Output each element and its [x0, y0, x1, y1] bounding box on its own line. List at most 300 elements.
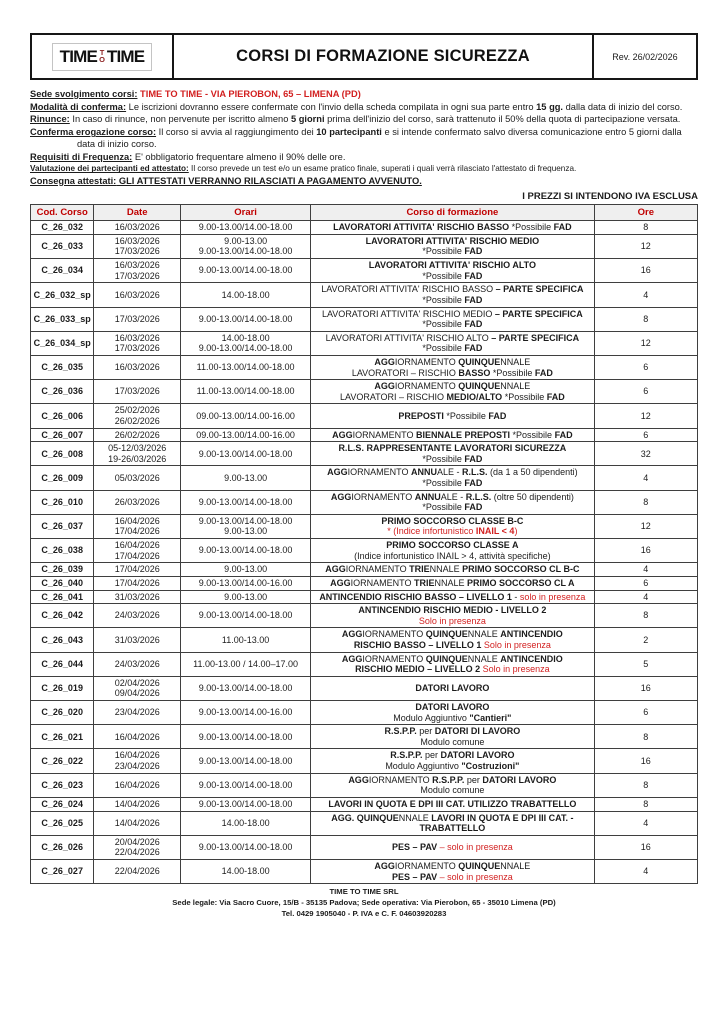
cell-line	[313, 540, 591, 551]
cell-line: 9.00-13.00	[224, 472, 268, 483]
course-title-cell	[311, 355, 594, 379]
text-segment: FAD	[464, 294, 483, 305]
course-times-cell	[181, 539, 311, 563]
cell-line	[313, 467, 591, 478]
cell-line: 9.00-13.00/14.00-18.00	[198, 222, 293, 233]
cell-line: 23/04/2026	[114, 707, 160, 718]
cell-line: 17/03/2026	[114, 270, 160, 281]
cell-line: 09/04/2026	[114, 688, 160, 699]
text-segment: NNALE	[434, 577, 468, 588]
title-cell	[174, 35, 594, 78]
cell-line	[313, 551, 591, 562]
course-title-cell	[311, 331, 594, 355]
text-segment: TRIE	[414, 577, 435, 588]
prices-note: I PREZZI SI INTENDONO IVA ESCLUSA	[522, 191, 698, 203]
course-title-cell	[311, 404, 594, 428]
course-dates-cell	[94, 811, 181, 835]
cell-line: 9.00-13.00	[224, 526, 268, 537]
course-title-cell	[311, 563, 594, 577]
course-times-cell	[181, 563, 311, 577]
course-title-cell	[311, 307, 594, 331]
text-segment: IORNAMENTO	[350, 577, 415, 588]
footer-line: Tel. 0429 1905040 - P. IVA e C. F. 04603920283	[281, 909, 447, 919]
course-code-cell: C_26_035	[31, 355, 94, 379]
cell-line	[313, 702, 591, 713]
cell-line	[313, 761, 591, 772]
text-segment: AGG	[327, 467, 348, 478]
cell-line	[313, 823, 591, 834]
cell-line: 9.00-13.00/14.00-18.00	[198, 731, 293, 742]
cell-line	[313, 368, 591, 379]
text-segment: )	[514, 526, 518, 537]
text-segment: ALE -	[440, 491, 466, 502]
course-dates-cell	[94, 859, 181, 883]
text-segment: PES – PAV	[391, 871, 440, 882]
text-segment: * (Indice infortunistico	[387, 526, 476, 537]
course-times-cell	[181, 811, 311, 835]
cell-line: 17/04/2026	[114, 550, 160, 561]
cell-line	[313, 526, 591, 537]
text-segment: *Possibile	[422, 294, 465, 305]
text-segment: NNALE	[467, 653, 501, 664]
cell-line: 16/04/2026	[114, 779, 160, 790]
cell-line	[313, 357, 591, 368]
cell-line: 14/04/2026	[114, 798, 160, 809]
cell-line: 16/04/2026	[114, 515, 160, 526]
cell-line	[313, 411, 591, 422]
text-segment: *Possibile	[422, 478, 465, 489]
cell-line: 9.00-13.00	[224, 235, 268, 246]
cell-line: 16/03/2026	[114, 362, 160, 373]
text-segment: FAD	[464, 478, 483, 489]
course-times-cell	[181, 307, 311, 331]
course-code-cell: C_26_039	[31, 563, 94, 577]
course-hours-cell: 4	[594, 283, 697, 307]
text-segment: FAD	[554, 429, 573, 440]
text-segment: DATORI LAVORO	[440, 750, 515, 761]
text-segment: R.S.P.P.	[432, 774, 467, 785]
cell-line: 11.00-13.00/14.00-18.00	[196, 362, 295, 373]
text-segment: DATORI LAVORO	[415, 683, 490, 694]
text-segment: R.S.P.P.	[390, 750, 425, 761]
cell-line	[313, 246, 591, 257]
text-segment: per	[424, 750, 441, 761]
course-code-cell: C_26_037	[31, 514, 94, 538]
column-header: Cod. Corso	[31, 205, 94, 221]
text-segment: (Indice infortunistico INAIL > 4, attività specifiche)	[354, 550, 551, 561]
cell-line: 9.00-13.00/14.00-18.00	[198, 448, 293, 459]
course-dates-cell	[94, 466, 181, 490]
text-segment: ANTINCENDIO RISCHIO MEDIO - LIVELLO 2	[358, 605, 547, 616]
text-segment: Il corso prevede un test e/o un esame pratico finale, superati i quali verrà rilasciato l'attestato di frequenza.	[188, 164, 577, 174]
course-times-cell	[181, 442, 311, 466]
text-segment: (oltre 50 dipendenti)	[493, 491, 574, 502]
text-segment: IORNAMENTO	[394, 381, 459, 392]
course-times-cell	[181, 380, 311, 404]
cell-line: 19-26/03/2026	[108, 453, 167, 464]
course-code-cell: C_26_027	[31, 859, 94, 883]
course-dates-cell	[94, 835, 181, 859]
course-times-cell	[181, 466, 311, 490]
course-dates-cell	[94, 355, 181, 379]
intro-line	[30, 164, 698, 174]
text-segment: FAD	[553, 222, 572, 233]
course-hours-cell: 4	[594, 563, 697, 577]
text-segment: FAD	[464, 502, 483, 513]
cell-line: 24/03/2026	[114, 658, 160, 669]
cell-line	[313, 502, 591, 513]
text-segment: *Possibile	[422, 319, 465, 330]
text-segment: IORNAMENTO	[394, 356, 459, 367]
intro-list	[30, 89, 698, 187]
text-segment: *Possibile	[422, 343, 465, 354]
page-title: CORSI DI FORMAZIONE SICUREZZA	[236, 47, 530, 65]
course-title-cell	[311, 221, 594, 235]
text-segment: solo in presenza	[519, 591, 586, 602]
text-segment: ALE -	[436, 467, 462, 478]
course-dates-cell	[94, 539, 181, 563]
cell-line	[313, 872, 591, 883]
intro-line	[30, 102, 698, 114]
course-row	[31, 283, 698, 307]
cell-line: 31/03/2026	[114, 634, 160, 645]
course-dates-cell	[94, 701, 181, 725]
course-title-cell	[311, 652, 594, 676]
text-segment: IORNAMENTO	[352, 429, 417, 440]
cell-line: 17/03/2026	[114, 343, 160, 354]
cell-line	[313, 392, 591, 403]
text-segment: LAVORI IN QUOTA E DPI III CAT. -	[431, 812, 574, 823]
text-segment: RISCHIO BASSO – LIVELLO 1	[353, 639, 484, 650]
text-segment: IORNAMENTO	[362, 653, 426, 664]
cell-line: 9.00-13.00/14.00-18.00	[198, 343, 293, 354]
text-segment: IORNAMENTO	[345, 564, 410, 575]
course-title-cell	[311, 466, 594, 490]
text-segment: ANNU	[410, 467, 437, 478]
course-row	[31, 514, 698, 538]
course-dates-cell	[94, 259, 181, 283]
course-row	[31, 307, 698, 331]
logo-to-bottom: O	[99, 54, 105, 64]
course-code-cell: C_26_023	[31, 773, 94, 797]
course-row	[31, 628, 698, 652]
course-dates-cell	[94, 773, 181, 797]
text-segment: ANTINCENDIO RISCHIO BASSO – LIVELLO 1	[319, 591, 515, 602]
course-times-cell	[181, 355, 311, 379]
course-code-cell: C_26_040	[31, 576, 94, 590]
course-row	[31, 652, 698, 676]
text-segment: AGG	[332, 429, 353, 440]
column-header: Corso di formazione	[311, 205, 594, 221]
intro-line	[30, 89, 698, 101]
course-row	[31, 676, 698, 700]
text-segment: BIENNALE PREPOSTI	[416, 429, 513, 440]
cell-line	[313, 309, 591, 320]
cell-line: 14.00-18.00	[221, 866, 270, 877]
cell-line: 23/04/2026	[114, 761, 160, 772]
course-code-cell: C_26_043	[31, 628, 94, 652]
text-segment: DATORI LAVORO	[482, 774, 557, 785]
cell-line: 9.00-13.00/14.00-18.00	[198, 779, 293, 790]
column-header: Ore	[594, 205, 697, 221]
course-code-cell: C_26_032	[31, 221, 94, 235]
course-times-cell	[181, 428, 311, 442]
text-segment: 10 partecipanti	[316, 127, 382, 138]
intro-line	[30, 127, 698, 150]
text-segment: IORNAMENTO	[362, 629, 426, 640]
cell-line	[313, 430, 591, 441]
cell-line	[313, 842, 591, 853]
text-segment: ANNU	[414, 491, 441, 502]
cell-line	[313, 785, 591, 796]
course-code-cell: C_26_006	[31, 404, 94, 428]
course-row	[31, 797, 698, 811]
time-to-time-logo	[52, 43, 153, 71]
cell-line: 11.00-13.00 / 14.00–17.00	[193, 658, 299, 669]
course-dates-cell	[94, 652, 181, 676]
cell-line	[313, 737, 591, 748]
course-hours-cell: 12	[594, 404, 697, 428]
course-hours-cell: 4	[594, 859, 697, 883]
course-dates-cell	[94, 490, 181, 514]
text-segment: prima dell'inizio del corso, sarà trattenuto il 50% della quota di partecipazione versata.	[324, 114, 681, 125]
cell-line: 02/04/2026	[114, 677, 160, 688]
cell-line: 25/02/2026	[114, 405, 160, 416]
course-times-cell	[181, 221, 311, 235]
course-title-cell	[311, 490, 594, 514]
course-times-cell	[181, 652, 311, 676]
text-segment: E' obbligatorio frequentare almeno il 90% delle ore.	[132, 151, 346, 162]
cell-line	[313, 271, 591, 282]
text-segment: 5 giorni	[290, 114, 325, 125]
text-segment: -	[514, 591, 520, 602]
course-hours-cell: 16	[594, 259, 697, 283]
course-dates-cell	[94, 749, 181, 773]
course-times-cell	[181, 490, 311, 514]
text-segment: RISCHIO MEDIO – LIVELLO 2	[355, 664, 483, 675]
text-segment: *Possibile	[512, 429, 555, 440]
course-hours-cell: 12	[594, 331, 697, 355]
course-times-cell	[181, 773, 311, 797]
cell-line: 16/03/2026	[114, 260, 160, 271]
intro-line	[30, 176, 698, 188]
text-segment: FAD	[464, 453, 483, 464]
text-segment: *Possibile	[422, 270, 465, 281]
cell-line: 14.00-18.00	[221, 817, 270, 828]
text-segment: per	[419, 726, 435, 737]
text-segment: LAVORATORI ATTIVITA' RISCHIO MEDIO	[321, 308, 495, 319]
text-segment: PES – PAV	[391, 842, 440, 853]
column-header: Orari	[181, 205, 311, 221]
course-dates-cell	[94, 604, 181, 628]
cell-line: 9.00-13.00/14.00-18.00	[198, 496, 293, 507]
cell-line	[313, 640, 591, 651]
text-segment: QUINQUE	[458, 356, 501, 367]
course-times-cell	[181, 676, 311, 700]
text-segment: AGG	[374, 381, 395, 392]
cell-line: 17/03/2026	[114, 246, 160, 257]
cell-line: 14/04/2026	[114, 817, 160, 828]
cell-line: 17/04/2026	[114, 577, 160, 588]
text-segment: – PARTE SPECIFICA	[494, 308, 583, 319]
cell-line: 16/03/2026	[114, 222, 160, 233]
header-row	[31, 205, 698, 221]
cell-line: 05/03/2026	[114, 472, 160, 483]
cell-line: 17/03/2026	[114, 386, 160, 397]
text-segment: IORNAMENTO	[394, 860, 459, 871]
cell-line	[313, 516, 591, 527]
course-code-cell: C_26_032_sp	[31, 283, 94, 307]
text-segment: R.S.P.P.	[384, 726, 420, 737]
text-segment: Solo in presenza	[483, 639, 551, 650]
cell-line: 16/04/2026	[114, 750, 160, 761]
course-title-cell	[311, 859, 594, 883]
course-times-cell	[181, 797, 311, 811]
text-segment: *Possibile	[422, 453, 465, 464]
course-title-cell	[311, 676, 594, 700]
intro-label: Requisiti di Frequenza:	[30, 151, 133, 162]
cell-line	[313, 236, 591, 247]
cell-line: 17/03/2026	[114, 313, 160, 324]
course-code-cell: C_26_034	[31, 259, 94, 283]
course-hours-cell: 4	[594, 590, 697, 604]
course-code-cell: C_26_041	[31, 590, 94, 604]
text-segment: FAD	[464, 343, 483, 354]
course-dates-cell	[94, 628, 181, 652]
text-segment: LAVORATORI ATTIVITA' RISCHIO ALTO	[325, 332, 492, 343]
cell-line: 9.00-13.00/14.00-18.00	[198, 545, 293, 556]
course-code-cell: C_26_021	[31, 725, 94, 749]
course-title-cell	[311, 514, 594, 538]
text-segment: 15 gg.	[536, 101, 564, 112]
cell-line: 16/03/2026	[114, 235, 160, 246]
cell-line: 9.00-13.00/14.00-18.00	[198, 515, 293, 526]
course-dates-cell	[94, 404, 181, 428]
cell-line	[313, 564, 591, 575]
text-segment: FAD	[488, 410, 507, 421]
cell-line	[313, 443, 591, 454]
course-row	[31, 428, 698, 442]
course-hours-cell: 16	[594, 835, 697, 859]
course-row	[31, 725, 698, 749]
text-segment: LAVORATORI ATTIVITA' RISCHIO BASSO	[321, 284, 496, 295]
cell-line	[313, 750, 591, 761]
text-segment: PRIMO SOCCORSO CLASSE B-C	[381, 515, 524, 526]
course-dates-cell	[94, 676, 181, 700]
text-segment: GLI ATTESTATI VERRANNO RILASCIATI A PAGAMENTO AVVENUTO.	[116, 175, 422, 186]
course-title-cell	[311, 259, 594, 283]
text-segment: PRIMO SOCCORSO CLASSE A	[386, 540, 519, 551]
course-title-cell	[311, 604, 594, 628]
cell-line: 09.00-13.00/14.00-16.00	[196, 410, 295, 421]
text-segment: NNALE	[467, 629, 501, 640]
cell-line: 22/04/2026	[114, 847, 160, 858]
courses-tbody	[31, 221, 698, 884]
text-segment: INAIL < 4	[475, 526, 515, 537]
cell-line	[313, 333, 591, 344]
text-segment: IORNAMENTO	[351, 491, 415, 502]
course-hours-cell: 6	[594, 355, 697, 379]
text-segment: – PARTE SPECIFICA	[491, 332, 580, 343]
text-segment: LAVORATORI – RISCHIO	[351, 367, 459, 378]
cell-line	[313, 713, 591, 724]
course-dates-cell	[94, 563, 181, 577]
cell-line	[313, 343, 591, 354]
course-hours-cell: 16	[594, 749, 697, 773]
text-segment: QUINQUE	[425, 629, 468, 640]
course-title-cell	[311, 797, 594, 811]
text-segment: QUINQUE	[425, 653, 468, 664]
text-segment: AGG	[374, 860, 395, 871]
course-times-cell	[181, 835, 311, 859]
course-times-cell	[181, 701, 311, 725]
column-header: Date	[94, 205, 181, 221]
course-hours-cell: 4	[594, 466, 697, 490]
cell-line	[313, 616, 591, 627]
course-title-cell	[311, 234, 594, 258]
intro-label: Modalità di conferma:	[30, 101, 127, 112]
text-segment: TIME TO TIME - VIA PIEROBON, 65 – LIMENA (PD)	[137, 89, 361, 99]
course-dates-cell	[94, 283, 181, 307]
text-segment: LAVORATORI ATTIVITA' RISCHIO BASSO	[333, 222, 512, 233]
course-row	[31, 380, 698, 404]
course-title-cell	[311, 811, 594, 835]
intro-label: Sede svolgimento corsi:	[30, 89, 138, 99]
course-row	[31, 221, 698, 235]
text-segment: AGG	[374, 356, 395, 367]
course-code-cell: C_26_034_sp	[31, 331, 94, 355]
course-code-cell: C_26_025	[31, 811, 94, 835]
course-hours-cell: 2	[594, 628, 697, 652]
cell-line: 05-12/03/2026	[108, 443, 167, 454]
courses-table-head	[31, 205, 698, 221]
footer-line: TIME TO TIME SRL	[329, 887, 399, 897]
text-segment: Le iscrizioni dovranno essere confermate con l'invio della scheda compilata in ogni sua parte entro	[126, 101, 537, 112]
text-segment: FAD	[464, 270, 483, 281]
course-row	[31, 576, 698, 590]
cell-line	[313, 683, 591, 694]
course-times-cell	[181, 749, 311, 773]
cell-line	[313, 605, 591, 616]
course-times-cell	[181, 628, 311, 652]
text-segment: AGG	[348, 774, 369, 785]
text-segment: Modulo comune	[420, 736, 485, 747]
cell-line	[313, 726, 591, 737]
text-segment: AGG	[330, 491, 352, 502]
text-segment: – solo in presenza	[439, 871, 513, 882]
course-title-cell	[311, 380, 594, 404]
course-code-cell: C_26_044	[31, 652, 94, 676]
text-segment: QUINQUE	[458, 381, 501, 392]
course-code-cell: C_26_010	[31, 490, 94, 514]
text-segment: R.L.S.	[462, 467, 491, 478]
text-segment: AGG	[341, 653, 363, 664]
text-segment: LAVORATORI ATTIVITA' RISCHIO MEDIO	[365, 235, 540, 246]
text-segment: IORNAMENTO	[347, 467, 411, 478]
course-code-cell: C_26_008	[31, 442, 94, 466]
text-segment: AGG. QUINQUE	[331, 812, 399, 823]
cell-line: 11.00-13.00/14.00-18.00	[196, 386, 295, 397]
course-dates-cell	[94, 331, 181, 355]
text-segment: Modulo Aggiuntivo	[393, 712, 470, 723]
text-segment: MEDIO/ALTO	[446, 391, 505, 402]
cell-line: 9.00-13.00/14.00-18.00	[198, 265, 293, 276]
cell-line: 26/03/2026	[114, 496, 160, 507]
text-segment: Solo in presenza	[418, 615, 486, 626]
course-hours-cell: 4	[594, 811, 697, 835]
intro-label: Rinunce:	[30, 114, 70, 125]
cell-line	[313, 454, 591, 465]
